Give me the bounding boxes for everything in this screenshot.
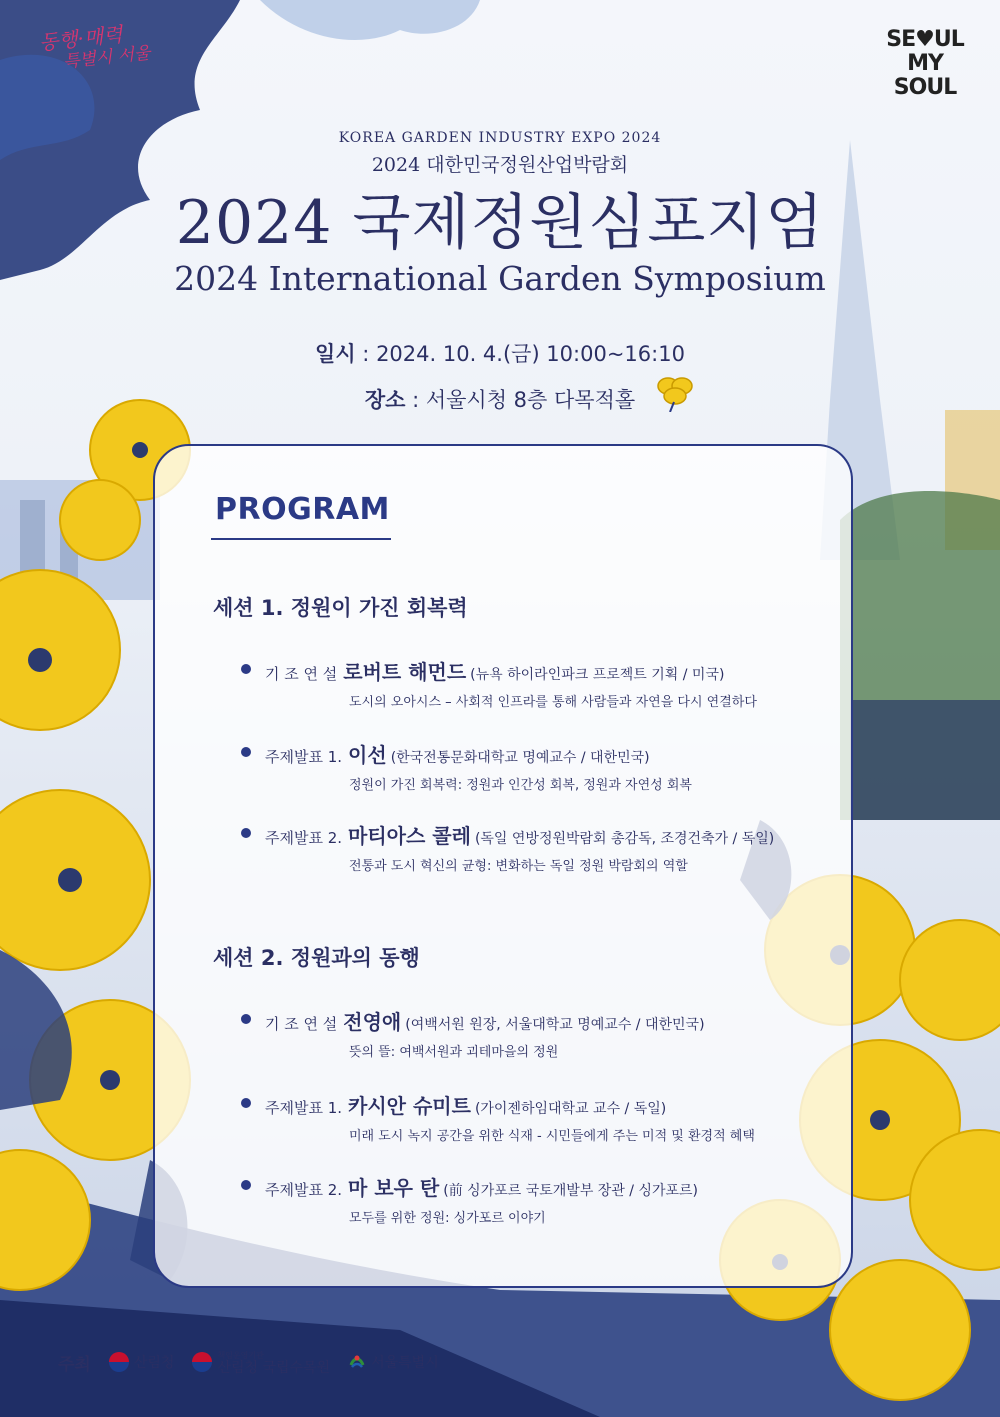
session-1-item-1 — [241, 656, 841, 710]
bullet-icon — [241, 664, 251, 674]
org-national-arboretum — [192, 1350, 330, 1374]
host-label: 주최 — [58, 1354, 91, 1375]
org-national-arboretum-label: 산림청 국립수목원 — [217, 1360, 331, 1376]
place-value: 서울시청 8층 다목적홀 — [425, 388, 636, 412]
speaker-affiliation: (뉴욕 하이라인파크 프로젝트 기획 / 미국) — [470, 667, 725, 683]
seoul-my-soul-logo — [885, 28, 965, 100]
speaker-role: 주제발표 2. — [265, 829, 343, 847]
poster-header — [0, 130, 1000, 299]
talk-topic: 모두를 위한 정원: 싱가포르 이야기 — [349, 1211, 546, 1226]
speaker-role: 기 조 연 설 — [265, 665, 338, 683]
seoul-my-soul-line1: SE♥UL — [886, 27, 964, 52]
org-seoul-city — [348, 1352, 439, 1372]
speaker-name: 마티아스 콜레 — [348, 824, 471, 848]
speaker-affiliation: (독일 연방정원박람회 총감독, 조경건축가 / 독일) — [474, 831, 775, 847]
org-seoul-city-label: 서울특별시 — [371, 1355, 439, 1371]
bullet-icon — [241, 1014, 251, 1024]
speaker-affiliation: (한국전통문화대학교 명예교수 / 대한민국) — [390, 750, 650, 766]
taegeuk-icon — [109, 1352, 129, 1372]
title-ko: 2024 국제정원심포지엄 — [175, 188, 825, 258]
seoul-slogan-line1: 동행·매력 — [37, 22, 124, 55]
speaker-name: 로버트 해먼드 — [343, 660, 467, 684]
talk-topic: 전통과 도시 혁신의 균형: 변화하는 독일 정원 박람회의 역할 — [349, 859, 688, 874]
bullet-icon — [241, 1098, 251, 1108]
org-forest-service — [109, 1352, 175, 1372]
expo-name-en: KOREA GARDEN INDUSTRY EXPO 2024 — [338, 130, 662, 146]
seoul-slogan-line2: 특별시 서울 — [62, 43, 152, 73]
taegeuk-icon — [192, 1352, 212, 1372]
date-label: 일시 — [315, 342, 356, 366]
program-card — [153, 444, 853, 1288]
speaker-role: 기 조 연 설 — [265, 1015, 338, 1033]
talk-topic: 도시의 오아시스 – 사회적 인프라를 통해 사람들과 자연을 다시 연결하다 — [349, 695, 757, 710]
host-footer — [58, 1347, 439, 1377]
session-2-item-1 — [241, 1006, 841, 1060]
speaker-role: 주제발표 1. — [265, 1099, 343, 1117]
bullet-icon — [241, 1180, 251, 1190]
session-2-item-2 — [241, 1090, 841, 1144]
session-2-title: 세션 2. 정원과의 동행 — [213, 946, 420, 970]
place-label: 장소 — [364, 388, 406, 412]
event-date: 일시 : 2024. 10. 4.(금) 10:00~16:10 — [315, 342, 685, 366]
title-en: 2024 International Garden Symposium — [174, 259, 826, 298]
session-1-item-3 — [241, 820, 841, 874]
speaker-role: 주제발표 1. — [265, 748, 343, 766]
event-place: 장소 : 서울시청 8층 다목적홀 — [364, 388, 636, 412]
seoul-my-soul-line2: MY SOUL — [893, 51, 957, 100]
speaker-role: 주제발표 2. — [265, 1181, 343, 1199]
bullet-icon — [241, 747, 251, 757]
speaker-name: 마 보우 탄 — [348, 1176, 440, 1200]
speaker-name: 전영애 — [343, 1010, 402, 1034]
talk-topic: 뜻의 뜰: 여백서원과 괴테마을의 정원 — [349, 1045, 559, 1060]
flower-icon — [652, 372, 698, 412]
expo-name-ko: 2024 대한민국정원산업박람회 — [371, 154, 629, 176]
talk-topic: 미래 도시 녹지 공간을 위한 식재 - 시민들에게 주는 미적 및 환경적 혜택 — [349, 1129, 755, 1144]
org-national-arboretum-sublabel: 책임운영기관 — [217, 1351, 264, 1360]
session-1-title: 세션 1. 정원이 가진 회복력 — [213, 596, 468, 620]
speaker-name: 카시안 슈미트 — [348, 1094, 471, 1118]
program-underline — [211, 538, 391, 540]
date-value: 2024. 10. 4.(금) 10:00~16:10 — [376, 342, 685, 366]
org-forest-service-label: 산림청 — [133, 1355, 175, 1371]
speaker-affiliation: (가이젠하임대학교 교수 / 독일) — [474, 1101, 667, 1117]
session-2-item-3 — [241, 1172, 841, 1226]
session-1-item-2 — [241, 739, 841, 793]
talk-topic: 정원이 가진 회복력: 정원과 인간성 회복, 정원과 자연성 회복 — [349, 778, 692, 793]
speaker-affiliation: (여백서원 원장, 서울대학교 명예교수 / 대한민국) — [405, 1017, 705, 1033]
bullet-icon — [241, 828, 251, 838]
program-heading: PROGRAM — [215, 492, 390, 527]
speaker-affiliation: (前 싱가포르 국토개발부 장관 / 싱가포르) — [443, 1183, 699, 1199]
speaker-name: 이선 — [348, 743, 387, 767]
seoul-city-icon — [348, 1353, 366, 1371]
